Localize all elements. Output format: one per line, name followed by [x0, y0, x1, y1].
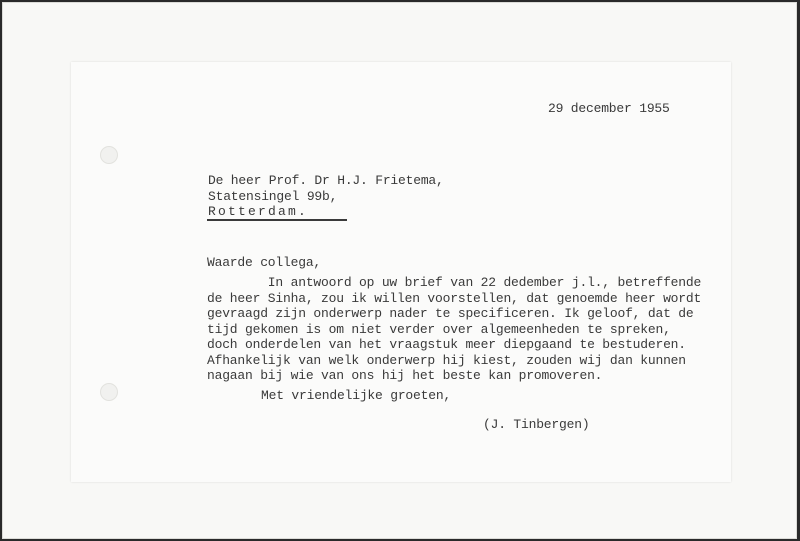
- closing: Met vriendelijke groeten,: [261, 388, 452, 403]
- body-line: de heer Sinha, zou ik willen voorstellen, dat genoemde heer wordt: [207, 290, 702, 306]
- punch-hole-top: [100, 146, 118, 164]
- letter-body: [207, 275, 701, 384]
- body-line: gevraagd zijn onderwerp nader te specificeren. Ik geloof, dat de: [207, 306, 694, 321]
- city-underline: [207, 219, 347, 221]
- recipient-street: Statensingel 99b,: [208, 189, 338, 204]
- body-line: tijd gekomen is om niet verder over algemeenheden te spreken,: [207, 321, 671, 337]
- recipient-name: De heer Prof. Dr H.J. Frietema,: [208, 173, 444, 188]
- letter-date: 29 december 1955: [548, 101, 670, 116]
- body-line: Afhankelijk van welk onderwerp hij kiest, zouden wij dan kunnen: [207, 352, 686, 368]
- letter-sheet: [71, 62, 731, 482]
- body-line: doch onderdelen van het vraagstuk meer diepgaand te bestuderen.: [207, 337, 686, 352]
- recipient-city: Rotterdam.: [208, 204, 309, 219]
- punch-hole-bottom: [100, 383, 118, 401]
- body-line: In antwoord op uw brief van 22 dedember j.l., betreffende: [207, 275, 702, 290]
- signature: (J. Tinbergen): [483, 417, 590, 432]
- body-line: nagaan bij wie van ons hij het beste kan promoveren.: [207, 368, 603, 383]
- salutation: Waarde collega,: [207, 255, 322, 270]
